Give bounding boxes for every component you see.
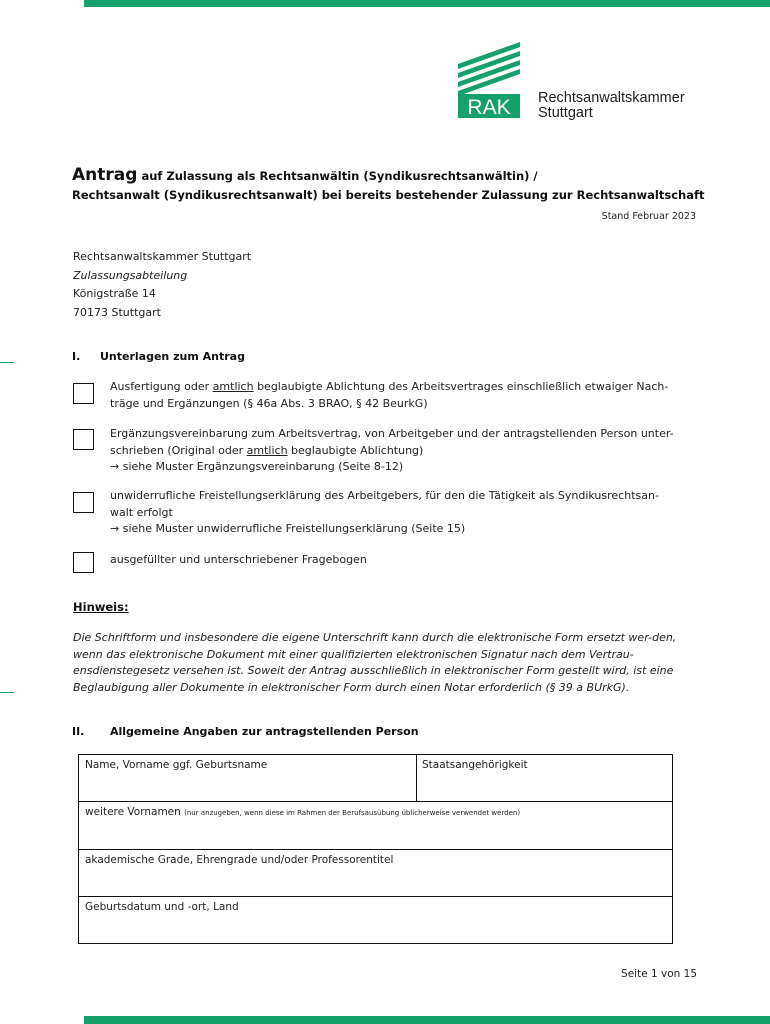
form-row-degrees[interactable]	[79, 850, 672, 897]
top-accent-bar	[84, 0, 770, 7]
checkbox-supplementary-agreement[interactable]	[73, 429, 94, 450]
address-line2: Zulassungsabteilung	[73, 268, 188, 282]
field-birth-label: Geburtsdatum und -ort, Land	[85, 901, 239, 913]
title-lead: Antrag	[72, 165, 138, 185]
section-2-title: Allgemeine Angaben zur antragstellenden Person	[110, 725, 419, 738]
form-row-name	[79, 755, 672, 802]
form-row-other-names[interactable]	[79, 802, 672, 850]
checkbox-employment-contract[interactable]	[73, 383, 94, 404]
section-1-heading	[72, 350, 245, 363]
checkbox-questionnaire[interactable]	[73, 552, 94, 573]
field-name-label: Name, Vorname ggf. Geburtsname	[85, 759, 268, 771]
hint-label: Hinweis:	[73, 600, 129, 614]
recipient-address	[73, 248, 251, 322]
field-other-names-label: weitere Vornamen (nur anzugeben, wenn diese im Rahmen der Berufsausübung üblicherweise verwendet werden)	[85, 806, 521, 818]
item-release-declaration: unwiderrufliche Freistellungserklärung des Arbeitgebers, für den die Tätigkeit als Syndikusrechtsan- walt erfolgt → siehe Muster unwiderrufliche Freistellungserklärung (Seite 15)	[110, 489, 659, 535]
field-degrees-label: akademische Grade, Ehrengrade und/oder Professorentitel	[85, 854, 394, 866]
title-line1: auf Zulassung als Rechtsanwältin (Syndikusrechtsanwältin) /	[141, 169, 538, 183]
rak-logo-icon	[458, 42, 524, 120]
item-questionnaire: ausgefüllter und unterschriebener Fragebogen	[110, 553, 367, 566]
logo-name-line2: Stuttgart	[538, 105, 593, 121]
margin-mark	[0, 692, 14, 693]
bottom-accent-bar	[84, 1016, 770, 1024]
section-1-number: I.	[72, 350, 81, 363]
item-employment-contract: Ausfertigung oder amtlich beglaubigte Ablichtung des Arbeitsvertrages einschließlich etwaiger Nach- träge und Ergänzungen (§ 46a Abs. 3 BRAO, § 42 BeurkG)	[110, 380, 669, 410]
logo-name-line1: Rechtsanwaltskammer	[538, 90, 685, 106]
section-2-number: II.	[72, 725, 85, 738]
item-supplementary-agreement: Ergänzungsvereinbarung zum Arbeitsvertrag, von Arbeitgeber und der antragstellenden Person unter- schrieben (Original oder amtlich beglaubigte Ablichtung) → siehe Muster Ergänzungsvereinbarung (Seite 8-12)	[110, 427, 674, 473]
stand-date: Stand Februar 2023	[601, 211, 696, 222]
address-line1: Rechtsanwaltskammer Stuttgart	[73, 250, 252, 263]
cell-divider	[416, 755, 417, 802]
section-2-heading	[72, 725, 419, 738]
address-line3: Königstraße 14	[73, 287, 156, 300]
logo-abbr: RAK	[467, 96, 511, 119]
form-row-birth[interactable]	[79, 897, 672, 943]
document-title	[72, 166, 712, 205]
address-line4: 70173 Stuttgart	[73, 305, 161, 319]
title-line2: Rechtsanwalt (Syndikusrechtsanwalt) bei bereits bestehender Zulassung zur Rechtsanwaltschaft	[72, 188, 705, 202]
personal-data-form	[78, 754, 673, 944]
section-1-title: Unterlagen zum Antrag	[100, 350, 245, 363]
page-number: Seite 1 von 15	[621, 968, 697, 980]
margin-mark	[0, 362, 14, 363]
field-nationality-label: Staatsangehörigkeit	[422, 759, 528, 771]
checkbox-release-declaration[interactable]	[73, 492, 94, 513]
hint-text: Die Schriftform und insbesondere die eigene Unterschrift kann durch die elektronische Form ersetzt wer-den, wenn das elektronische Dokument mit einer qualifizierten elektronischen Signatur nach dem Vertrau-ensdienstegesetz versehen ist. Soweit der Antrag ausschließlich in elektronischer Form gestellt wird, ist eine Beglaubigung aller Dokumente in elektronischer Form durch einen Notar erforderlich (§ 39 a BUrkG).	[73, 631, 677, 694]
logo-name	[538, 91, 685, 121]
